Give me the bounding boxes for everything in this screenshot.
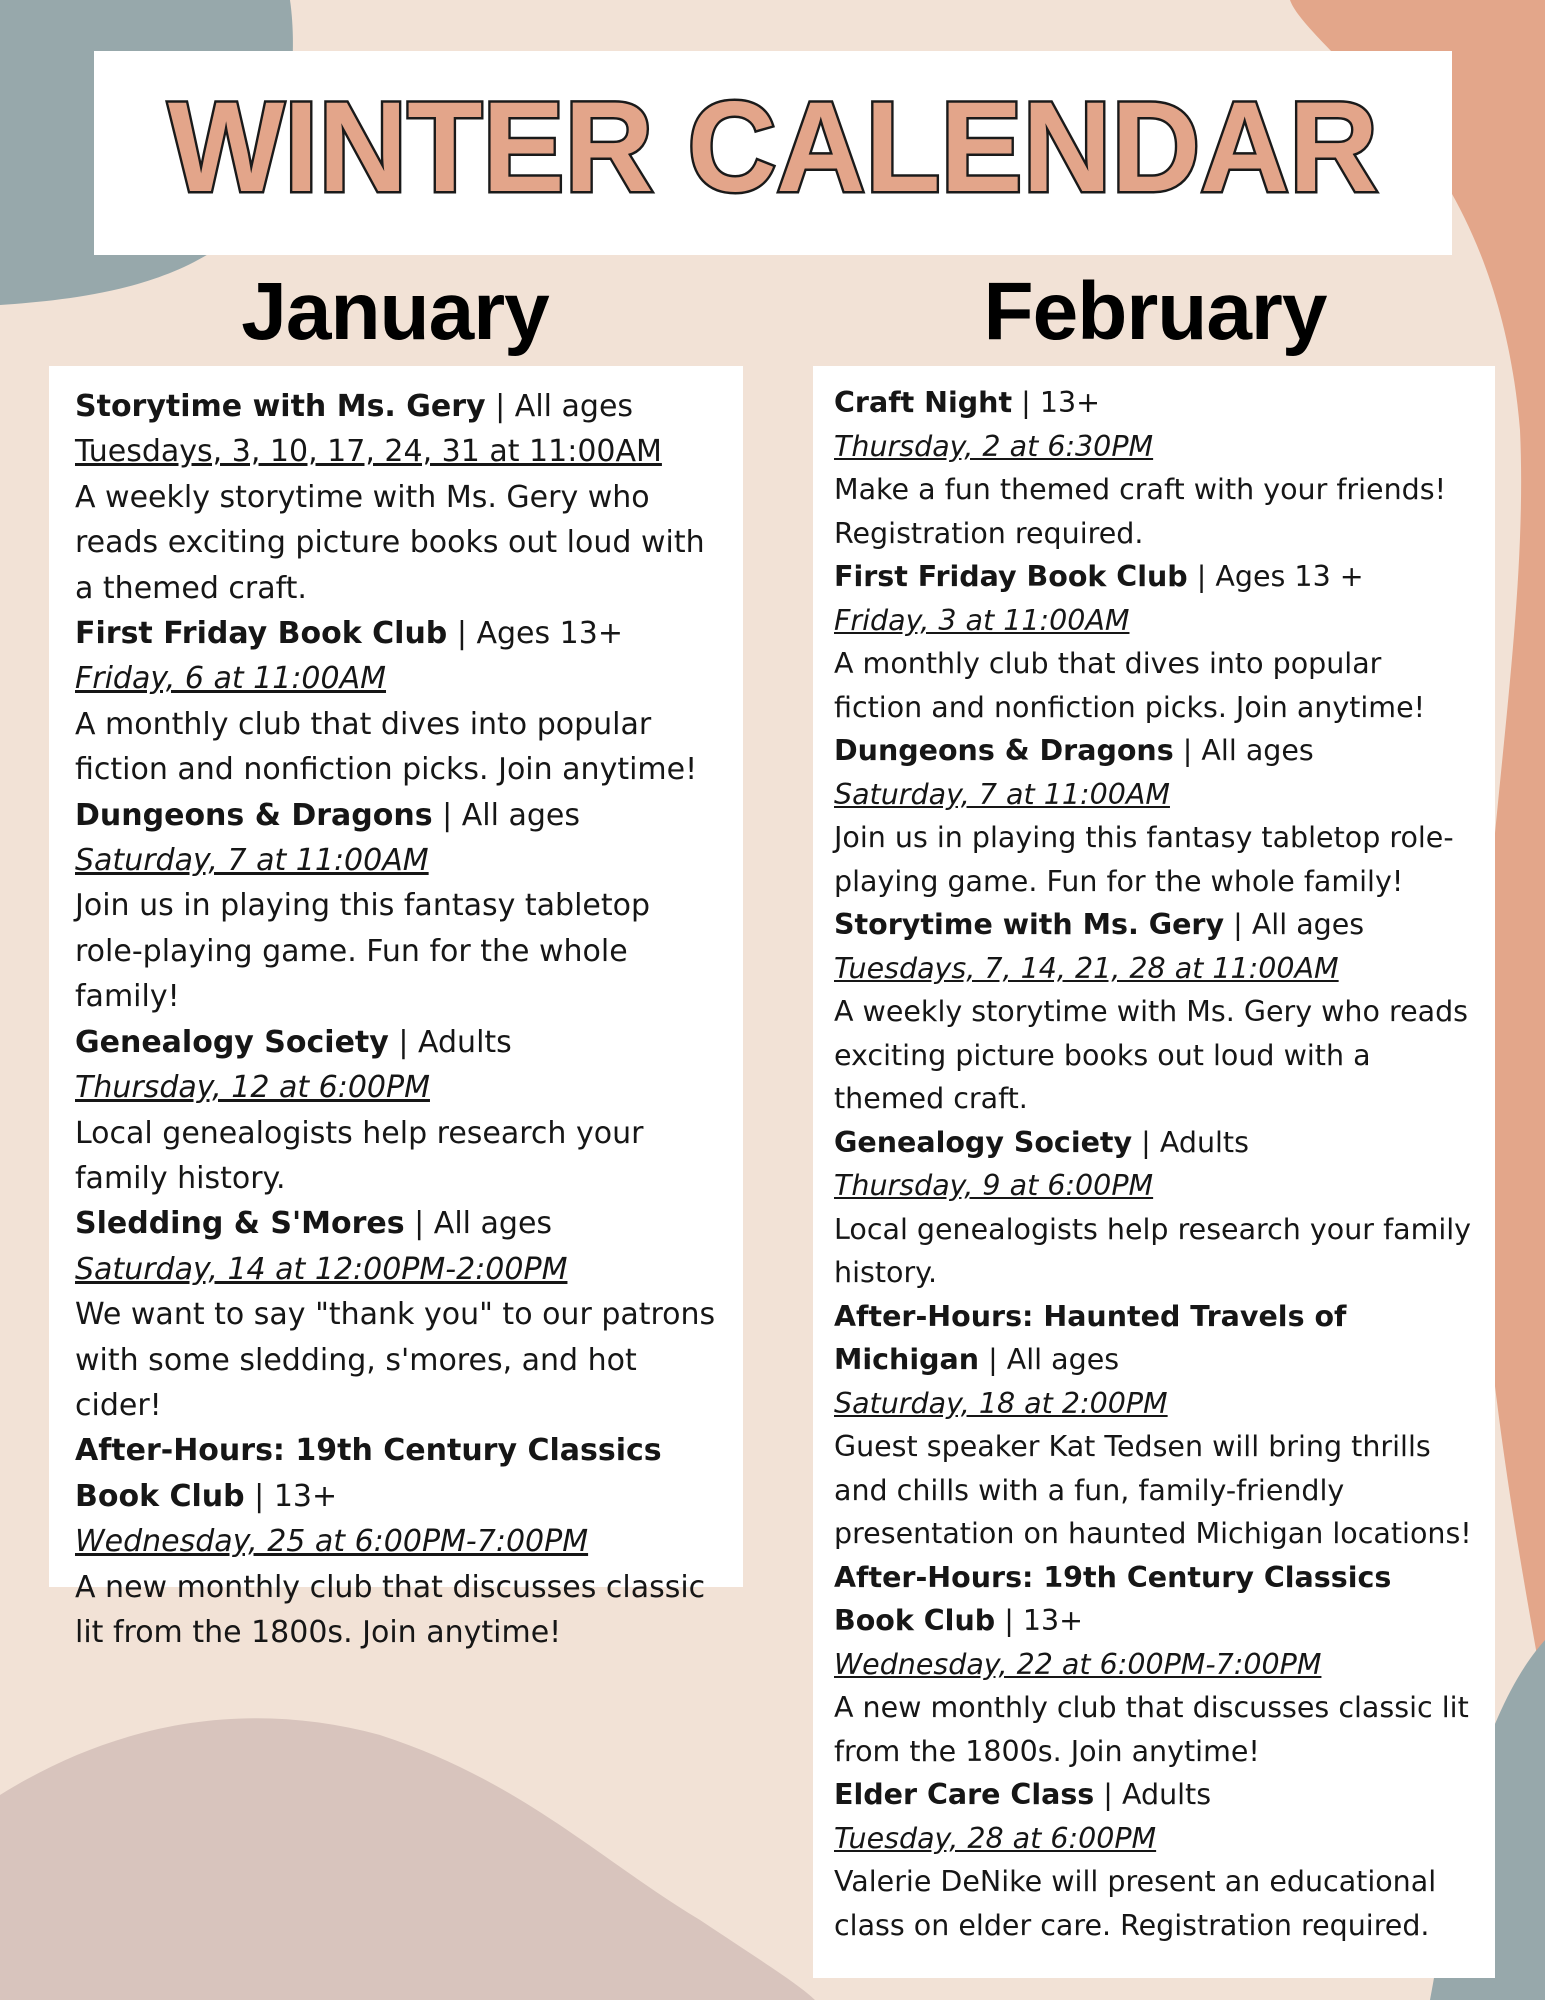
event-item [75, 384, 717, 611]
event-description: Join us in playing this fantasy tabletop role-playing game. Fun for the whole family! [75, 888, 651, 1015]
event-heading [75, 1020, 717, 1065]
event-item [75, 793, 717, 1020]
event-audience: All ages [514, 389, 634, 424]
january-events-panel [49, 366, 743, 1650]
event-item [834, 1121, 1475, 1295]
month-heading-february: February [983, 266, 1327, 357]
event-date: Thursday, 9 at 6:00PM [834, 1169, 1154, 1202]
event-title: Sledding & S'Mores [75, 1206, 405, 1242]
event-description: Valerie DeNike will present an educational class on elder care. Registration required. [834, 1865, 1437, 1942]
event-date: Saturday, 7 at 11:00AM [834, 777, 1170, 811]
event-title: After-Hours: Haunted Travels of Michigan [834, 1299, 1347, 1376]
event-description: A new monthly club that discusses classic lit from the 1800s. Join anytime! [75, 1569, 706, 1650]
title-svg [94, 51, 1452, 255]
event-date: Saturday, 14 at 12:00PM-2:00PM [75, 1251, 568, 1287]
event-title: After-Hours: 19th Century Classics Book Club [75, 1433, 662, 1514]
event-separator: | [1187, 560, 1216, 593]
event-date: Friday, 3 at 11:00AM [834, 603, 1130, 637]
event-item [834, 903, 1475, 1121]
event-separator: | [979, 1343, 1007, 1376]
event-description: Join us in playing this fantasy tabletop role-playing game. Fun for the whole family! [834, 821, 1454, 898]
event-audience: Adults [418, 1024, 512, 1060]
event-date: Saturday, 18 at 2:00PM [834, 1386, 1168, 1420]
event-separator: | [432, 797, 462, 833]
event-heading [834, 903, 1475, 947]
event-title: Storytime with Ms. Gery [834, 908, 1225, 941]
event-heading [834, 729, 1475, 773]
event-item [834, 1295, 1475, 1556]
event-heading [75, 793, 717, 838]
event-date: Tuesdays, 7, 14, 21, 28 at 11:00AM [834, 951, 1339, 985]
event-title: Elder Care Class [834, 1778, 1095, 1811]
event-item [75, 1428, 717, 1655]
event-audience: Adults [1121, 1778, 1212, 1811]
event-date: Saturday, 7 at 11:00AM [75, 843, 429, 879]
event-item [75, 611, 717, 793]
event-description: A weekly storytime with Ms. Gery who reads exciting picture books out loud with a themed craft. [834, 995, 1469, 1115]
event-item [834, 381, 1475, 555]
event-heading [75, 384, 717, 429]
event-heading [834, 1556, 1475, 1643]
event-title: Craft Night [834, 386, 1013, 419]
event-separator: | [388, 1024, 419, 1060]
event-item [75, 1201, 717, 1428]
event-title: Dungeons & Dragons [834, 734, 1174, 767]
event-title: First Friday Book Club [75, 616, 448, 652]
event-title: Genealogy Society [834, 1125, 1133, 1159]
event-heading [834, 1773, 1475, 1817]
event-title: First Friday Book Club [834, 560, 1188, 593]
event-separator: | [1094, 1778, 1122, 1811]
event-description: We want to say "thank you" to our patrons with some sledding, s'mores, and hot cider! [75, 1297, 716, 1423]
event-description: Make a fun themed craft with your friends! Registration required. [834, 473, 1447, 550]
event-title: Dungeons & Dragons [75, 797, 433, 833]
event-date: Thursday, 12 at 6:00PM [75, 1070, 430, 1106]
event-title: Genealogy Society [75, 1024, 389, 1060]
page-title: WINTER CALENDAR [168, 76, 1378, 219]
event-audience: All ages [1251, 908, 1365, 941]
event-audience: Ages 13 + [1215, 560, 1364, 593]
event-title: After-Hours: 19th Century Classics Book Club [834, 1560, 1392, 1637]
event-title: Storytime with Ms. Gery [75, 389, 486, 424]
event-audience: All ages [1006, 1343, 1120, 1376]
event-description: A monthly club that dives into popular fiction and nonfiction picks. Join anytime! [75, 706, 698, 788]
event-audience: Ages 13+ [476, 616, 623, 652]
event-audience: 13+ [1039, 386, 1100, 419]
event-audience: All ages [461, 797, 580, 833]
event-separator: | [995, 1604, 1023, 1637]
event-heading [834, 1121, 1475, 1165]
event-separator: | [404, 1206, 434, 1242]
event-separator: | [485, 389, 515, 424]
event-separator: | [1132, 1125, 1160, 1159]
event-audience: 13+ [1022, 1604, 1084, 1637]
february-events-panel [813, 366, 1495, 1978]
event-separator: | [1173, 734, 1202, 767]
event-heading [75, 1201, 717, 1246]
event-date: Friday, 6 at 11:00AM [75, 661, 387, 697]
event-item [75, 1020, 717, 1202]
event-description: A monthly club that dives into popular fiction and nonfiction picks. Join anytime! [834, 647, 1426, 724]
event-separator: | [1224, 908, 1252, 941]
event-description: Guest speaker Kat Tedsen will bring thrills and chills with a fun, family-friendly presentation on haunted Michigan locations! [834, 1430, 1472, 1550]
event-heading [834, 555, 1475, 599]
event-item [834, 555, 1475, 729]
event-description: Local genealogists help research your family history. [75, 1115, 644, 1196]
event-item [834, 1556, 1475, 1774]
event-description: A new monthly club that discusses classic lit from the 1800s. Join anytime! [834, 1691, 1469, 1768]
event-audience: Adults [1159, 1125, 1249, 1159]
event-date: Wednesday, 22 at 6:00PM-7:00PM [834, 1647, 1322, 1681]
event-date: Wednesday, 25 at 6:00PM-7:00PM [75, 1524, 589, 1560]
event-heading [75, 1428, 717, 1519]
event-audience: 13+ [273, 1478, 338, 1514]
event-audience: All ages [433, 1206, 553, 1242]
title-banner [94, 51, 1452, 255]
event-heading [834, 381, 1475, 425]
event-date: Thursday, 2 at 6:30PM [834, 429, 1154, 463]
event-heading [834, 1295, 1475, 1382]
event-date: Tuesdays, 3, 10, 17, 24, 31 at 11:00AM [75, 434, 662, 470]
event-item [834, 729, 1475, 903]
event-item [834, 1773, 1475, 1947]
month-heading-january: January [241, 266, 549, 357]
event-heading [75, 611, 717, 656]
event-date: Tuesday, 28 at 6:00PM [834, 1821, 1157, 1855]
event-separator: | [447, 616, 477, 652]
event-description: A weekly storytime with Ms. Gery who reads exciting picture books out loud with a themed craft. [75, 479, 705, 606]
event-audience: All ages [1201, 734, 1314, 767]
event-description: Local genealogists help research your family history. [834, 1212, 1472, 1289]
event-separator: | [244, 1478, 274, 1514]
event-separator: | [1012, 386, 1040, 419]
